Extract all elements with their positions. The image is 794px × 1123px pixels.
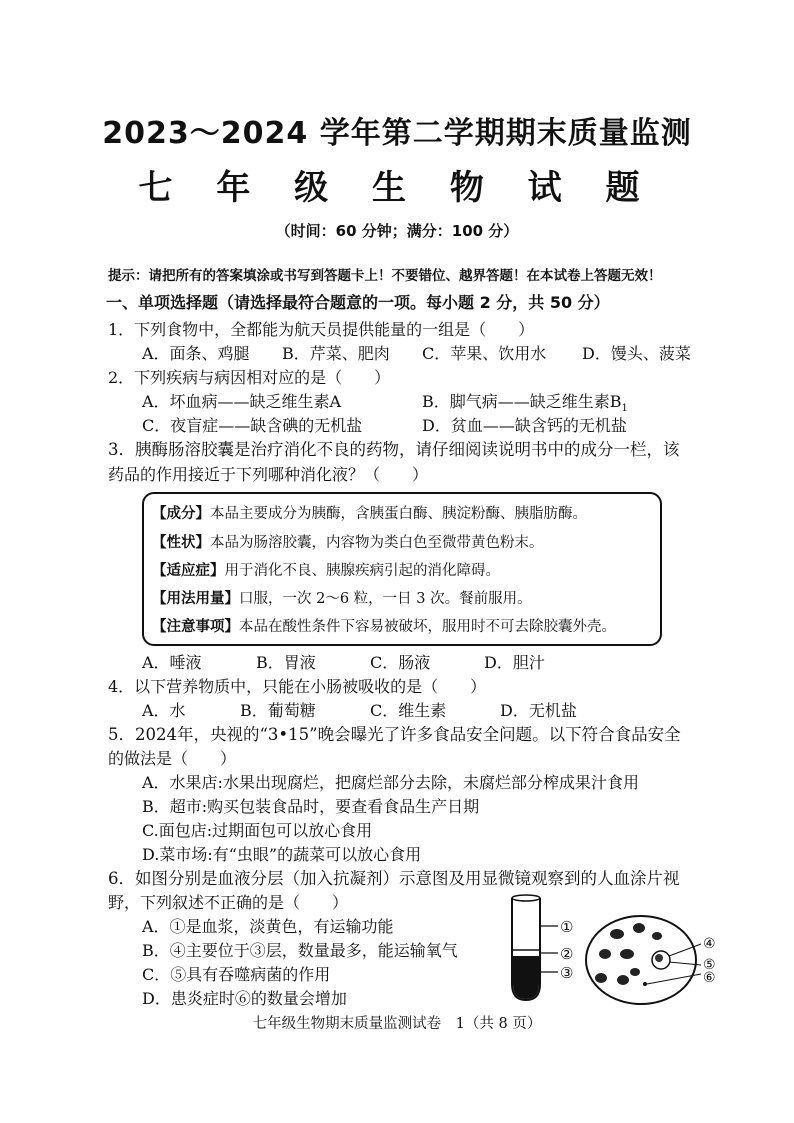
q5-option-a: A．水果店:水果出现腐烂，把腐烂部分去除，未腐烂部分榨成果汁食用 xyxy=(142,773,639,792)
instruction-text: 本品在酸性条件下容易被破坏，服用时不可去除胶囊外壳。 xyxy=(239,619,616,635)
red-blood-cell xyxy=(633,923,645,933)
instruction-text: 本品为肠溶胶囊，内容物为类白色至微带黄色粉末。 xyxy=(210,535,544,551)
q4-option-a: A．水 xyxy=(142,701,186,720)
instruction-label: 【适应症】 xyxy=(152,562,225,579)
instruction-label: 【成分】 xyxy=(152,505,210,522)
instruction-row xyxy=(152,615,616,636)
red-blood-cell xyxy=(630,968,640,976)
test-tube-rim xyxy=(512,895,540,901)
q4-option-b: B．葡萄糖 xyxy=(240,701,316,720)
micro-label-4: ④ xyxy=(703,936,716,952)
blood-tube-diagram xyxy=(500,892,590,1004)
red-blood-cell xyxy=(599,949,611,959)
q4-option-d: D．无机盐 xyxy=(500,701,577,720)
q3-option-d: D．胆汁 xyxy=(484,653,545,672)
platelet xyxy=(643,982,647,986)
q6-option-a: A．①是血浆，淡黄色，有运输功能 xyxy=(142,917,394,936)
q5-stem-line2: 的做法是（ ） xyxy=(108,749,237,768)
red-blood-cell xyxy=(595,973,607,983)
notice: 提示：请把所有的答案填涂或书写到答题卡上！不要错位、越界答题！在本试卷上答题无效！ xyxy=(108,268,662,284)
q2-option-d: D．贫血——缺含钙的无机盐 xyxy=(422,416,627,435)
instruction-label: 【注意事项】 xyxy=(152,618,239,635)
blood-cell-layer xyxy=(513,956,539,999)
q2-option-c: C．夜盲症——缺含碘的无机盐 xyxy=(142,416,363,435)
q1-option-a: A．面条、鸡腿 xyxy=(142,344,250,363)
q1-option-b: B．芹菜、肥肉 xyxy=(282,344,390,363)
red-blood-cell xyxy=(617,975,629,985)
tube-label-1: ① xyxy=(560,918,574,936)
q2-stem: 2．下列疾病与病因相对应的是（ ） xyxy=(108,368,391,387)
q1-option-c: C．苹果、饮用水 xyxy=(422,344,547,363)
q6-stem-line1: 6．如图分别是血液分层（加入抗凝剂）示意图及用显微镜观察到的人血涂片视 xyxy=(108,869,680,888)
red-blood-cells xyxy=(595,923,662,985)
drug-instructions-box xyxy=(142,492,662,646)
q3-option-b: B．胃液 xyxy=(256,653,316,672)
instruction-row xyxy=(152,559,500,580)
q3-option-c: C．肠液 xyxy=(370,653,431,672)
tube-label-2: ② xyxy=(560,945,574,963)
q6-option-c: C．⑤具有吞噬病菌的作用 xyxy=(142,965,331,984)
q5-stem-line1: 5．2024年，央视的“3•15”晚会曝光了许多食品安全问题。以下符合食品安全 xyxy=(108,725,681,744)
instruction-label: 【用法用量】 xyxy=(152,590,239,607)
exam-subtitle: 七 年 级 生 物 试 题 xyxy=(138,168,656,208)
section-heading: 一、单项选择题（请选择最符合题意的一项。每小题 2 分，共 50 分） xyxy=(106,293,610,312)
red-blood-cell xyxy=(652,932,662,940)
q4-stem: 4．以下营养物质中，只能在小肠被吸收的是（ ） xyxy=(108,677,487,696)
q3-stem-line1: 3．胰酶肠溶胶囊是治疗消化不良的药物，请仔细阅读说明书中的成分一栏，该 xyxy=(108,440,680,459)
white-blood-cell-nucleus xyxy=(655,954,663,962)
q5-option-d: D.菜市场:有“虫眼”的蔬菜可以放心食用 xyxy=(142,845,422,864)
q1-option-d: D．馒头、菠菜 xyxy=(582,344,691,363)
page-footer: 七年级生物期末质量监测试卷 1（共 8 页） xyxy=(252,1016,542,1032)
micro-label-6: ⑥ xyxy=(703,970,716,986)
exam-title: 2023～2024 学年第二学期期末质量监测 xyxy=(102,116,692,151)
q5-option-b: B．超市:购买包装食品时，要查看食品生产日期 xyxy=(142,797,480,816)
q2-option-b-subscript: 1 xyxy=(621,403,628,415)
instruction-text: 用于消化不良、胰腺疾病引起的消化障碍。 xyxy=(224,563,500,579)
instruction-row xyxy=(152,587,532,608)
instruction-text: 本品主要成分为胰酶，含胰蛋白酶、胰淀粉酶、胰脂肪酶。 xyxy=(210,506,587,522)
micro-label-5: ⑤ xyxy=(703,957,716,973)
red-blood-cell xyxy=(620,949,634,959)
blood-smear-diagram xyxy=(583,912,713,1008)
pointer-line-6 xyxy=(647,974,701,984)
q3-stem-line2: 药品的作用接近于下列哪种消化液？（ ） xyxy=(108,465,429,484)
q6-option-b: B．④主要位于③层，数量最多，能运输氧气 xyxy=(142,941,458,960)
instruction-text: 口服，一次 2～6 粒，一日 3 次。餐前服用。 xyxy=(239,591,532,607)
q2-option-b-text: B．脚气病——缺乏维生素B xyxy=(422,392,622,411)
q1-stem: 1．下列食物中，全都能为航天员提供能量的一组是（ ） xyxy=(108,320,535,339)
red-blood-cell xyxy=(610,929,624,939)
q6-stem-line2: 野，下列叙述不正确的是（ ） xyxy=(108,893,349,912)
instruction-row xyxy=(152,531,544,552)
q4-option-c: C．维生素 xyxy=(370,701,447,720)
q6-option-d: D．患炎症时⑥的数量会增加 xyxy=(142,989,347,1008)
q3-option-a: A．唾液 xyxy=(142,653,202,672)
q5-option-c: C.面包店:过期面包可以放心食用 xyxy=(142,821,373,840)
exam-meta: （时间：60 分钟；满分：100 分） xyxy=(275,222,519,240)
instruction-label: 【性状】 xyxy=(152,534,210,551)
tube-label-3: ③ xyxy=(560,964,574,982)
q2-option-a: A．坏血病——缺乏维生素A xyxy=(142,392,342,411)
instruction-row xyxy=(152,502,587,523)
